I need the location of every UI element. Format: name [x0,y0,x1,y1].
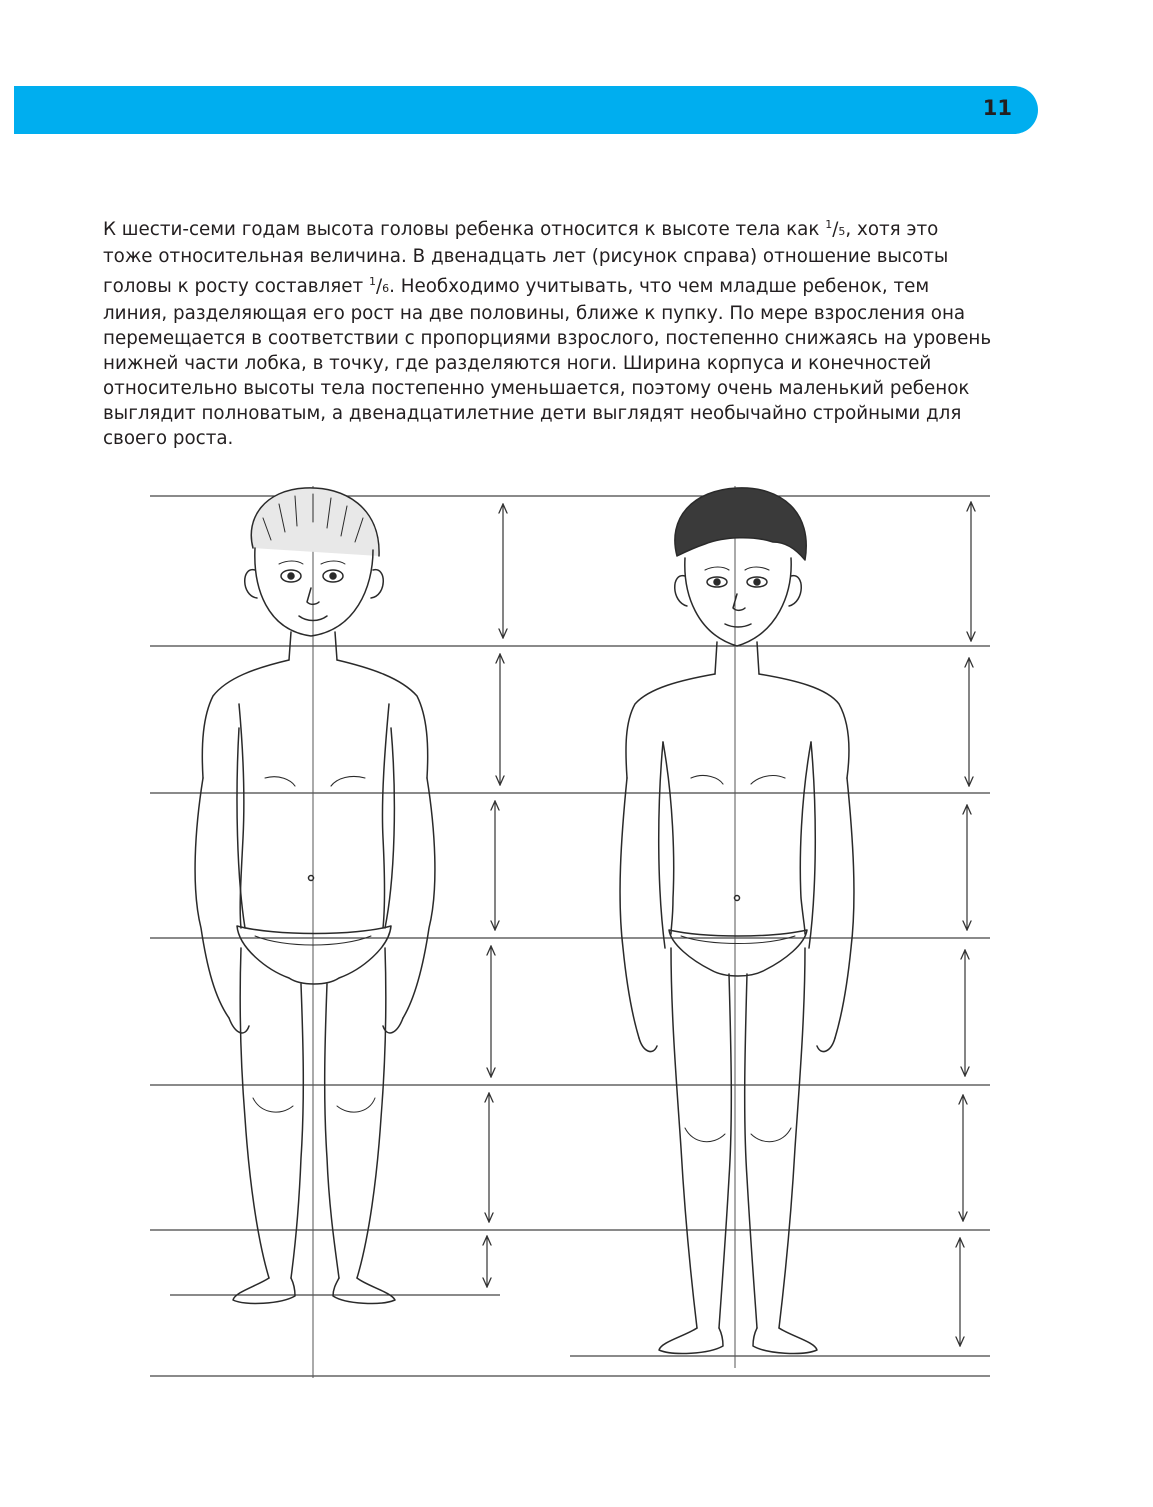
proportion-drawing [145,478,995,1383]
text-line-4: линия, разделяющая его рост на две половины, ближе к пупку. По мере взросления она [103,303,966,324]
fraction-denominator: 5 [838,225,846,238]
left-measurement-arrows [487,504,503,1287]
text-line-5: перемещается в соответствии с пропорциями взрослого, постепенно снижаясь на уровень [103,328,992,349]
fraction-denominator: 6 [382,282,390,295]
header-bar [14,86,1038,134]
text-line-9: своего роста. [103,428,234,449]
body-paragraph [103,212,1033,451]
guide-lines [150,496,990,1376]
right-measurement-arrows [960,502,971,1346]
older-child-figure [620,488,854,1354]
text-line-3: головы к росту составляет $^1$/6. Необходимо учитывать, что чем младше ребенок, тем [103,275,930,297]
text-line-1: К шести-семи годам высота головы ребенка относится к высоте тела как $^1$/5, хотя это [103,218,939,240]
fraction-slash: / [375,276,383,297]
text-line-6: нижней части лобка, в точку, где разделяются ноги. Ширина корпуса и конечностей [103,353,932,374]
text-line-8: выглядит полноватым, а двенадцатилетние дети выглядят необычайно стройными для [103,403,962,424]
proportion-illustration [145,478,995,1383]
fraction-slash: / [832,219,839,240]
fraction-numerator: 1 [368,275,376,288]
text-line-7: относительно высоты тела постепенно уменьшается, поэтому очень маленький ребенок [103,378,970,399]
text-line-2: тоже относительная величина. В двенадцать лет (рисунок справа) отношение высоты [103,246,949,267]
fraction-numerator: 1 [825,218,833,231]
young-child-figure [195,488,435,1304]
page-number: 11 [982,96,1012,120]
